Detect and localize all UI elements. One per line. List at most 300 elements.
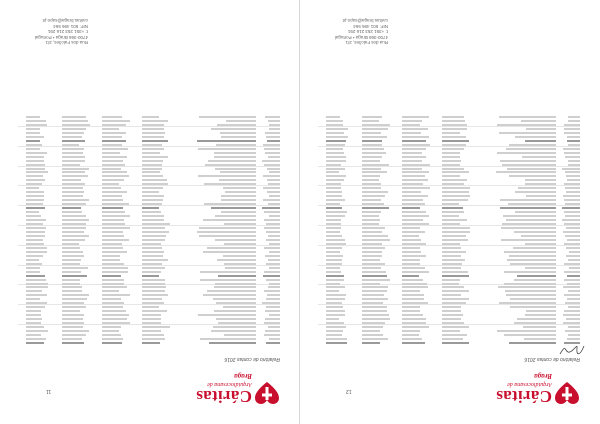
ledger-cell [362,318,390,320]
ledger-cell [362,283,380,285]
ledger-cell [402,144,430,146]
ledger-cell [204,183,256,185]
ledger-cell [62,152,83,154]
ledger-cell [402,156,426,158]
ledger-cell [26,171,48,173]
ledger-cell [267,168,280,170]
ledger-cell [26,286,48,288]
ledger-cell [62,215,86,217]
ledger-cell [62,251,83,253]
ledger-cell [62,140,85,142]
ledger-cell [62,207,81,209]
ledger-cell [562,219,580,221]
ledger-cell [62,318,83,320]
ledger-cell [326,128,348,130]
ledger-cell [142,263,162,265]
ledger-cell [442,326,469,328]
ledger-cell [102,191,127,193]
ledger-cell [442,247,461,249]
ledger-cell [362,179,379,181]
ledger-cell [566,318,580,320]
ledger-cell [62,199,89,201]
report-title: Relatório de contas 2016 [224,356,280,362]
ledger-cell [517,318,556,320]
ledger-cell [221,199,256,201]
ledger-divider [318,265,580,266]
ledger-cell [563,314,580,316]
ledger-divider [318,185,580,186]
footer-line: Rua dos Falcões, 2/1 [345,40,388,46]
ledger-cell [102,116,122,118]
ledger-cell [442,215,459,217]
ledger-cell [62,116,86,118]
ledger-cell [102,183,119,185]
ledger-cell [567,275,580,277]
ledger-cell [509,144,556,146]
ledger-cell [498,286,556,288]
ledger-cell [442,168,464,170]
ledger-cell [326,239,345,241]
ledger-cell [142,211,161,213]
ledger-cell [326,283,340,285]
ledger-cell [62,294,89,296]
ledger-cell [213,298,256,300]
ledger-cell [62,322,84,324]
ledger-cell [326,144,345,146]
ledger-cell [564,263,580,265]
ledger-cell [26,318,42,320]
ledger-cell [567,338,580,340]
ledger-cell [197,140,256,142]
ledger-cell [442,211,464,213]
ledger-cell [326,140,346,142]
ledger-cell [26,183,42,185]
ledger-cell [102,255,120,257]
ledger-divider [18,126,280,127]
ledger-cell [442,144,466,146]
ledger-cell [62,195,83,197]
ledger-cell [362,148,384,150]
ledger-cell [62,310,80,312]
ledger-cell [402,227,420,229]
ledger-cell [102,294,130,296]
ledger-cell [442,290,469,292]
ledger-cell [225,267,256,269]
ledger-cell [102,267,128,269]
ledger-cell [326,164,341,166]
ledger-cell [269,267,280,269]
ledger-cell [568,259,580,261]
ledger-cell [326,219,341,221]
ledger-cell [509,175,556,177]
ledger-cell [442,219,467,221]
ledger-cell [402,124,420,126]
ledger-cell [62,156,85,158]
ledger-cell [326,223,341,225]
ledger-cell [525,140,556,142]
ledger-cell [142,342,160,344]
caritas-heart-logo-icon [254,380,280,406]
ledger-cell [26,168,45,170]
ledger-divider [318,166,580,167]
ledger-cell [62,239,85,241]
ledger-cell [102,235,124,237]
ledger-table [18,114,280,344]
ledger-cell [402,223,429,225]
ledger-cell [442,124,467,126]
ledger-cell [510,263,556,265]
ledger-cell [102,195,122,197]
ledger-cell [500,160,556,162]
ledger-cell [442,330,460,332]
ledger-cell [102,132,126,134]
ledger-cell [142,267,165,269]
ledger-cell [208,160,256,162]
ledger-cell [326,267,340,269]
ledger-cell [268,156,280,158]
ledger-cell [265,116,280,118]
ledger-cell [402,267,425,269]
ledger-cell [262,160,280,162]
ledger-cell [326,243,346,245]
ledger-cell [362,183,381,185]
ledger-cell [326,330,343,332]
ledger-cell [326,160,346,162]
ledger-cell [102,283,124,285]
ledger-cell [267,179,280,181]
ledger-cell [362,140,382,142]
ledger-cell [402,168,422,170]
ledger-cell [269,171,280,173]
footer-line: 4700-366 Braga • Portugal [334,35,388,40]
ledger-cell [506,219,556,221]
ledger-cell [142,187,163,189]
ledger-cell [265,310,280,312]
ledger-cell [402,342,425,344]
ledger-cell [496,171,556,173]
ledger-cell [362,164,389,166]
ledger-cell [203,294,256,296]
ledger-cell [362,298,388,300]
ledger-cell [265,318,280,320]
ledger-cell [326,310,345,312]
ledger-cell [267,294,280,296]
ledger-cell [26,294,47,296]
ledger-cell [362,156,382,158]
ledger-cell [26,334,41,336]
ledger-cell [221,195,256,197]
ledger-cell [102,215,130,217]
ledger-cell [264,164,280,166]
ledger-cell [102,128,119,130]
ledger-cell [142,179,167,181]
ledger-divider [318,324,580,325]
ledger-cell [26,175,43,177]
ledger-cell [264,211,280,213]
ledger-cell [565,215,580,217]
ledger-cell [567,239,580,241]
ledger-cell [565,330,580,332]
ledger-cell [26,164,45,166]
ledger-cell [442,187,470,189]
ledger-cell [268,183,280,185]
ledger-cell [564,128,580,130]
ledger-cell [442,306,461,308]
ledger-cell [442,302,466,304]
ledger-cell [102,342,122,344]
ledger-cell [142,338,165,340]
ledger-cell [326,263,342,265]
ledger-cell [442,207,463,209]
ledger-cell [205,164,256,166]
ledger-cell [26,219,46,221]
ledger-cell [266,223,280,225]
ledger-cell [223,187,256,189]
ledger-cell [565,156,580,158]
ledger-cell [402,164,430,166]
ledger-cell [326,342,347,344]
ledger-cell [504,334,556,336]
ledger-cell [102,326,121,328]
ledger-cell [142,322,161,324]
ledger-cell [525,243,556,245]
ledger-cell [102,144,122,146]
ledger-cell [264,227,280,229]
ledger-cell [326,152,344,154]
ledger-cell [62,283,80,285]
ledger-cell [326,306,343,308]
ledger-cell [216,302,256,304]
ledger-cell [268,259,280,261]
ledger-cell [102,223,125,225]
ledger-cell [142,314,161,316]
ledger-cell [224,263,256,265]
ledger-cell [142,183,168,185]
ledger-cell [264,219,280,221]
ledger-cell [326,302,342,304]
ledger-cell [62,243,79,245]
ledger-cell [26,330,48,332]
ledger-cell [326,271,341,273]
ledger-cell [142,132,165,134]
footer-contact [318,18,388,46]
ledger-cell [402,219,423,221]
ledger-cell [504,271,556,273]
ledger-cell [442,116,464,118]
ledger-cell [263,199,280,201]
ledger-cell [442,136,466,138]
ledger-cell [142,302,164,304]
ledger-cell [566,175,580,177]
ledger-cell [26,160,44,162]
ledger-cell [102,259,120,261]
ledger-cell [142,128,164,130]
footer-line: caritas.braga@sapo.pt [42,18,88,24]
ledger-cell [62,263,80,265]
ledger-cell [568,120,580,122]
ledger-cell [442,152,460,154]
ledger-cell [102,164,125,166]
footer-line: t: +351 253 216 291 [347,29,388,35]
ledger-cell [507,259,556,261]
ledger-cell [564,124,580,126]
ledger-cell [263,175,280,177]
footer-contact [18,18,88,46]
ledger-cell [142,283,165,285]
ledger-cell [215,283,256,285]
ledger-cell [268,326,280,328]
ledger-cell [142,259,168,261]
ledger-cell [362,132,381,134]
ledger-cell [515,211,556,213]
ledger-cell [142,156,168,158]
ledger-cell [216,318,256,320]
ledger-cell [362,342,380,344]
ledger-cell [214,286,256,288]
ledger-cell [26,120,46,122]
ledger-cell [509,255,556,257]
ledger-cell [26,247,47,249]
ledger-cell [62,326,83,328]
ledger-cell [402,191,421,193]
ledger-cell [102,298,121,300]
ledger-cell [521,120,556,122]
ledger-cell [26,290,42,292]
ledger-cell [442,191,469,193]
page-right-content [300,0,600,424]
ledger-cell [567,140,580,142]
ledger-cell [442,294,461,296]
ledger-cell [214,156,256,158]
ledger-cell [526,195,556,197]
ledger-cell [568,116,580,118]
ledger-cell [442,338,463,340]
ledger-cell [269,195,280,197]
ledger-cell [220,171,256,173]
ledger-cell [568,164,580,166]
ledger-cell [513,247,556,249]
ledger-cell [211,207,256,209]
ledger-cell [102,156,127,158]
ledger-cell [564,243,580,245]
ledger-cell [402,231,425,233]
ledger-cell [142,255,163,257]
ledger-cell [26,259,39,261]
ledger-cell [362,191,388,193]
ledger-cell [62,132,84,134]
ledger-cell [268,120,280,122]
ledger-cell [565,235,580,237]
ledger-cell [502,164,556,166]
ledger-cell [142,275,159,277]
ledger-cell [362,338,388,340]
ledger-cell [402,183,423,185]
ledger-cell [525,179,556,181]
ledger-cell [442,203,459,205]
ledger-cell [102,160,123,162]
ledger-cell [221,136,256,138]
ledger-cell [326,211,347,213]
ledger-cell [526,128,556,130]
ledger-cell [264,322,280,324]
ledger-cell [102,302,124,304]
ledger-cell [266,239,280,241]
ledger-cell [26,243,44,245]
ledger-cell [215,239,256,241]
ledger-cell [564,132,580,134]
ledger-cell [262,207,280,209]
ledger-cell [62,334,86,336]
ledger-cell [326,334,342,336]
ledger-divider [318,146,580,147]
ledger-cell [62,183,85,185]
ledger-cell [26,302,47,304]
ledger-cell [62,247,80,249]
ledger-cell [362,227,385,229]
ledger-cell [26,132,40,134]
ledger-cell [442,195,470,197]
ledger-cell [442,259,465,261]
ledger-cell [142,207,159,209]
ledger-cell [102,334,121,336]
ledger-cell [326,231,340,233]
ledger-cell [218,275,256,277]
page-right [300,0,600,424]
ledger-cell [102,120,130,122]
ledger-cell [402,235,419,237]
ledger-cell [326,203,340,205]
ledger-cell [568,306,580,308]
ledger-cell [204,203,256,205]
ledger-cell [26,342,44,344]
ledger-cell [502,223,556,225]
ledger-cell [219,179,256,181]
ledger-cell [442,199,468,201]
ledger-cell [362,306,387,308]
ledger-cell [142,247,162,249]
ledger-cell [525,267,556,269]
ledger-cell [500,199,556,201]
ledger-cell [207,290,256,292]
ledger-cell [26,179,45,181]
ledger-cell [362,279,390,281]
ledger-cell [326,251,340,253]
ledger-cell [402,294,424,296]
ledger-cell [200,338,256,340]
ledger-cell [26,191,44,193]
ledger-cell [266,298,280,300]
ledger-cell [216,144,256,146]
ledger-cell [142,306,159,308]
ledger-cell [264,271,280,273]
ledger-cell [402,136,429,138]
ledger-cell [568,160,580,162]
ledger-cell [102,279,124,281]
ledger-cell [326,148,343,150]
ledger-cell [142,298,162,300]
ledger-cell [362,187,381,189]
ledger-cell [102,310,126,312]
ledger-cell [515,191,556,193]
ledger-cell [102,239,129,241]
ledger-cell [264,334,280,336]
ledger-cell [402,279,423,281]
ledger-cell [402,211,426,213]
ledger-cell [142,219,164,221]
ledger-cell [402,199,423,201]
ledger-cell [263,187,280,189]
ledger-cell [442,140,469,142]
